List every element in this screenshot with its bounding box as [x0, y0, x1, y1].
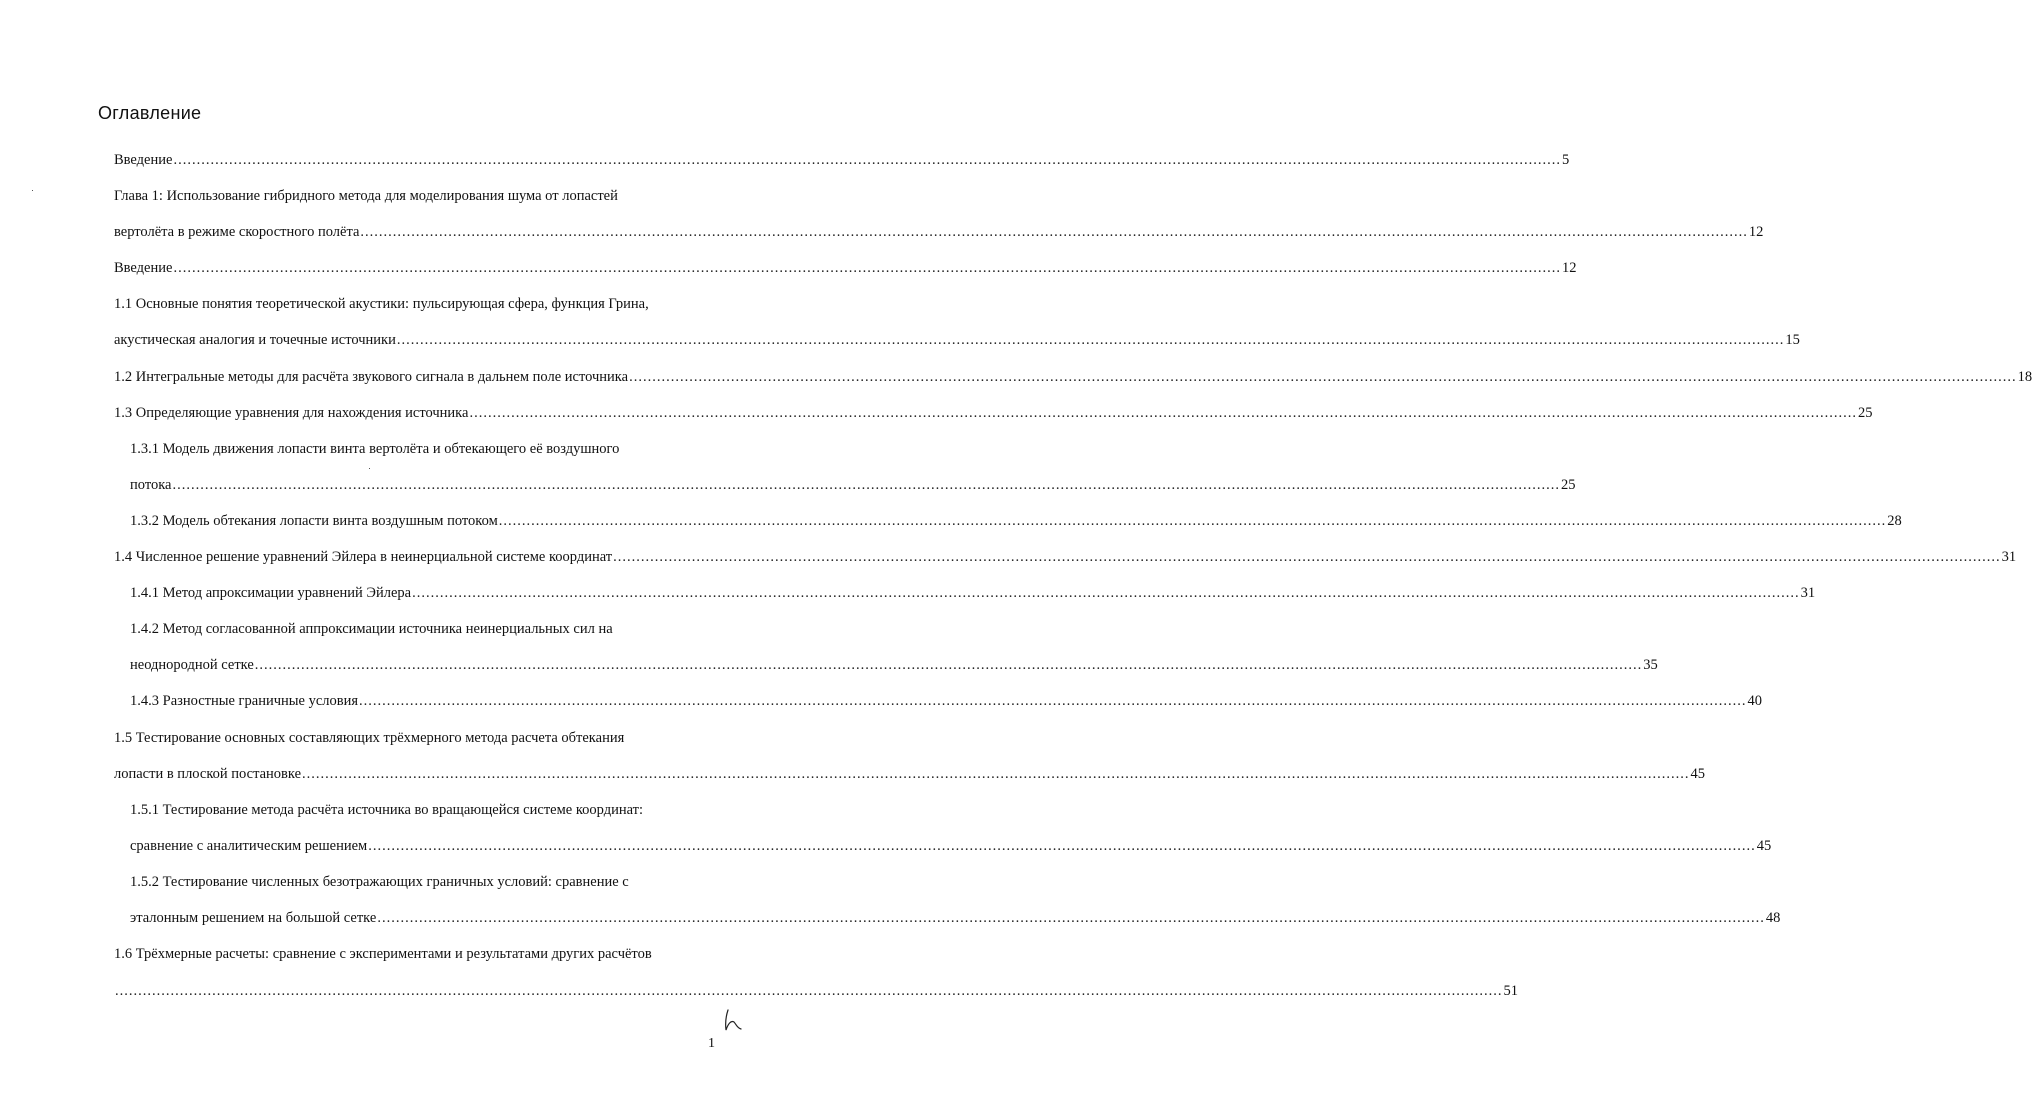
toc-entry: вертолёта в режиме скоростного полёта ............................................................................................................................................................................................................................................................................................................ 12 [114, 224, 1764, 240]
toc-entry: неоднородной сетке ............................................................................................................................................................................................................................................................................................................ 35 [130, 657, 1658, 673]
toc-entry: 1.4.2 Метод согласованной аппроксимации источника неинерциальных сил на [130, 621, 613, 637]
toc-entry: Глава 1: Использование гибридного метода для моделирования шума от лопастей [114, 188, 618, 204]
toc-entry: сравнение с аналитическим решением ............................................................................................................................................................................................................................................................................................................ 45 [130, 838, 1772, 854]
toc-entry: 1.3 Определяющие уравнения для нахождения источника ............................................................................................................................................................................................................................................................................................................ 25 [114, 405, 1873, 421]
toc-entry: Введение ............................................................................................................................................................................................................................................................................................................ 12 [114, 260, 1577, 276]
handwritten-initial-mark [722, 1008, 744, 1034]
toc-entry: ............................................................................................................................................................................................................................................................................................................ 51 [115, 983, 1518, 999]
toc-entry: 1.4.1 Метод апроксимации уравнений Эйлера ............................................................................................................................................................................................................................................................................................................ 31 [130, 585, 1816, 601]
toc-entry: 1.3.2 Модель обтекания лопасти винта воздушным потоком ............................................................................................................................................................................................................................................................................................................ 28 [130, 513, 1902, 529]
toc-heading: Оглавление [98, 103, 202, 123]
toc-entry: 1.4 Численное решение уравнений Эйлера в неинерциальной системе координат ............................................................................................................................................................................................................................................................................................................ 31 [114, 549, 2017, 565]
toc-entry: эталонным решением на большой сетке ............................................................................................................................................................................................................................................................................................................ 48 [130, 910, 1781, 926]
toc-entry: лопасти в плоской постановке ............................................................................................................................................................................................................................................................................................................ 45 [114, 766, 1706, 782]
toc-entry: акустическая аналогия и точечные источники ............................................................................................................................................................................................................................................................................................................ 15 [114, 332, 1800, 348]
toc-entry: 1.2 Интегральные методы для расчёта звукового сигнала в дальнем поле источника ............................................................................................................................................................................................................................................................................................................ 18 [114, 369, 2032, 385]
toc-entry: потока ............................................................................................................................................................................................................................................................................................................ 25 [130, 477, 1576, 493]
toc-entry: 1.4.3 Разностные граничные условия ............................................................................................................................................................................................................................................................................................................ 40 [130, 693, 1763, 709]
toc-entry: Введение ............................................................................................................................................................................................................................................................................................................ 5 [114, 152, 1570, 168]
scan-speck [369, 468, 370, 469]
toc-entry: 1.6 Трёхмерные расчеты: сравнение с экспериментами и результатами других расчётов [114, 946, 652, 962]
page-number: 1 [708, 1036, 715, 1051]
toc-entry: 1.5.2 Тестирование численных безотражающих граничных условий: сравнение с [130, 874, 629, 890]
toc-entry: 1.5.1 Тестирование метода расчёта источника во вращающейся системе координат: [130, 802, 644, 818]
toc-entry: 1.1 Основные понятия теоретической акустики: пульсирующая сфера, функция Грина, [114, 296, 649, 312]
scan-speck [32, 190, 33, 191]
toc-entry: 1.5 Тестирование основных составляющих трёхмерного метода расчета обтекания [114, 730, 625, 746]
toc-entry: 1.3.1 Модель движения лопасти винта вертолёта и обтекающего её воздушного [130, 441, 620, 457]
